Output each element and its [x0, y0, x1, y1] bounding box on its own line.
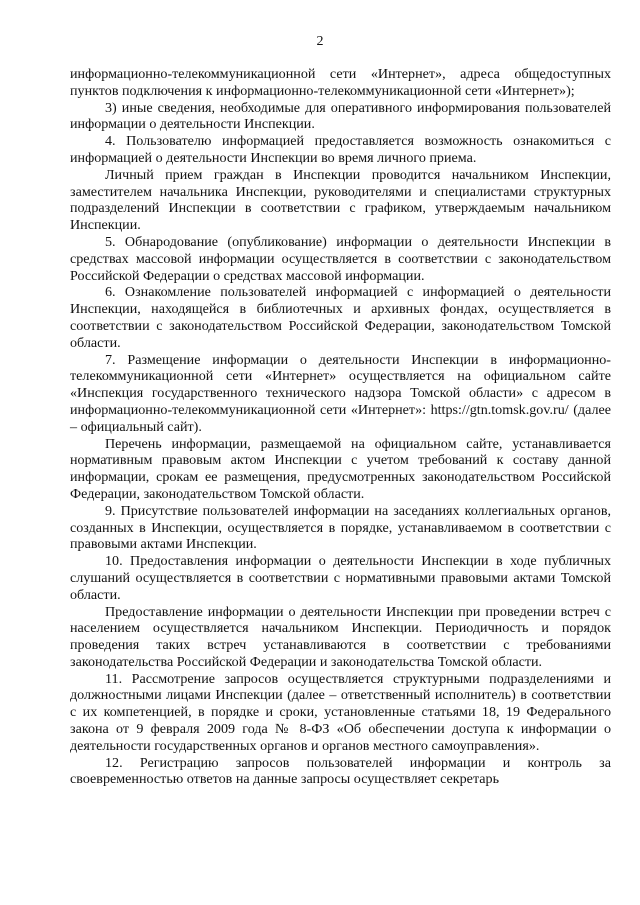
page-number: 2: [316, 34, 324, 49]
paragraph-internet-continuation: информационно-телекоммуникационной сети «Интернет», адреса общедоступных пунктов подключения к информационно-телекоммуникационной сети «Интернет»);: [70, 66, 611, 99]
paragraph-item-11: 11. Рассмотрение запросов осуществляется структурными подразделениями и должностными лицами Инспекции (далее – ответственный исполнитель) в соответствии с их компетенцией, в порядке и сроки, установленные статьями 18, 19 Федерального закона от 9 февраля 2009 года № 8-ФЗ «Об обеспечении доступа к информации о деятельности государственных органов и органов местного самоуправления».: [70, 670, 611, 754]
document-body: [70, 66, 611, 788]
paragraph-public-meetings: Предоставление информации о деятельности Инспекции при проведении встреч с населением осуществляется начальником Инспекции. Периодичность и порядок проведения таких встреч устанавливаются в соответствии с требованиями законодательства Российской Федерации и законодательства Томской области.: [70, 603, 611, 670]
paragraph-item-10: 10. Предоставления информации о деятельности Инспекции в ходе публичных слушаний осуществляется в соответствии с нормативными правовыми актами Томской области.: [70, 553, 611, 603]
paragraph-item-4: 4. Пользователю информацией предоставляется возможность ознакомиться с информацией о деятельности Инспекции во время личного приема.: [70, 133, 611, 166]
paragraph-item-7: 7. Размещение информации о деятельности Инспекции в информационно-телекоммуникационной сети «Интернет» осуществляется на официальном сайте «Инспекция государственного технического надзора Томской области» с адресом в информационно-телекоммуникационной сети «Интернет»: https://gtn.tomsk.gov.ru/ (далее – официальный сайт).: [70, 351, 611, 435]
paragraph-item-9: 9. Присутствие пользователей информации на заседаниях коллегиальных органов, созданных в Инспекции, осуществляется в порядке, устанавливаемом в соответствии с правовыми актами Инспекции.: [70, 502, 611, 553]
paragraph-personal-reception: Личный прием граждан в Инспекции проводится начальником Инспекции, заместителем начальника Инспекции, руководителями и специалистами структурных подразделений Инспекции в соответствии с графиком, утверждаемым начальником Инспекции.: [70, 166, 611, 234]
paragraph-item-12: 12. Регистрацию запросов пользователей информации и контроль за своевременностью ответов на данные запросы осуществляет секретарь: [70, 754, 611, 788]
paragraph-item-3: 3) иные сведения, необходимые для оперативного информирования пользователей информации о деятельности Инспекции.: [70, 99, 611, 133]
paragraph-item-6: 6. Ознакомление пользователей информацией с информацией о деятельности Инспекции, находящейся в библиотечных и архивных фондах, осуществляется в соответствии с законодательством Российской Федерации, законодательством Томской области.: [70, 284, 611, 351]
paragraph-website-list: Перечень информации, размещаемой на официальном сайте, устанавливается нормативным правовым актом Инспекции с учетом требований к составу данной информации, срокам ее размещения, предусмотренных законодательством Российской Федерации, законодательством Томской области.: [70, 435, 611, 502]
paragraph-item-5: 5. Обнародование (опубликование) информации о деятельности Инспекции в средствах массовой информации осуществляется в соответствии с законодательством Российской Федерации о средствах массовой информации.: [70, 233, 611, 284]
